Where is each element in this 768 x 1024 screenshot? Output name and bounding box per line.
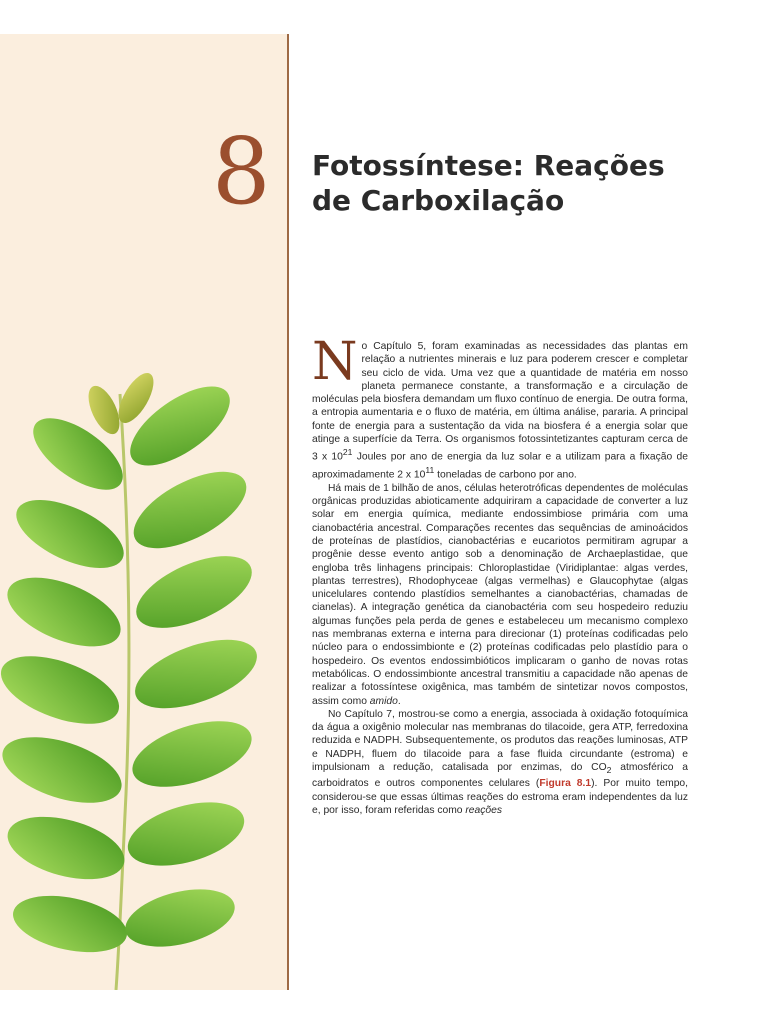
vertical-divider [287, 34, 289, 990]
leaf-branch-illustration [0, 334, 288, 990]
paragraph-3-text-a: No Capítulo 7, mostrou-se como a energia, associada à oxidação fotoquímica da água a oxigênio molecular nas membranas do tilacoide, gera ATP, ferredoxina reduzida e NADPH. Subsequentemente, os produtos das reações luminosas, ATP e NADPH, fluem do tilacoide para a fase fluida circundante (estroma) e impulsionam a redução, catalisada por enzimas, do CO [312, 708, 688, 774]
paragraph-1-text-c: toneladas de carbono por ano. [434, 469, 577, 481]
paragraph-2-text: Há mais de 1 bilhão de anos, células heterotróficas dependentes de moléculas orgânicas produzidas abioticamente adquiriram a capacidade de converter a luz solar em energia química, mediante endossimbiose primária com uma cianobactéria ancestral. Comparações recentes das sequências de aminoácidos de proteínas de plastídios, cianobactérias e eucariotos permitiram agrupar a progênie desse evento antigo sob a denominação de Archaeplastidae, que engloba três linhagens principais: Chloroplastidae (Viridiplantae: algas verdes, plantas terrestres), Rhodophyceae (algas vermelhas) e Glaucophytae (algas unicelulares contendo plastídios semelhantes a cianobactérias, chamadas de cianelas). A integração genética da cianobactéria com seu hospedeiro reduziu algumas funções pela perda de genes e estabeleceu um mecanismo complexo nas membranas externa e interna para direcionar (1) proteínas codificadas pelo núcleo para o endossimbionte e (2) proteínas codificadas pelo plastídio para o hospedeiro. Os eventos endossimbióticos implicaram o ganho de novas rotas metabólicas. O endossimbionte ancestral transmitiu a capacidade não apenas de realizar a fotossíntese oxigênica, mas também de sintetizar novos compostos, assim como [312, 482, 688, 707]
paragraph-3 [312, 708, 688, 817]
book-page [0, 34, 768, 990]
paragraph-2-emphasis: amido [369, 695, 398, 707]
exponent-11: 11 [425, 465, 435, 476]
paragraph-3-emphasis: reações [465, 804, 503, 816]
paragraph-1-text-b: Joules por ano de energia da luz solar e a utilizam para a fixação de aproximadamente 2 x 10 [312, 451, 688, 481]
paragraph-1 [312, 332, 688, 482]
chapter-number: 8 [212, 118, 271, 225]
paragraph-1-text-a: o Capítulo 5, foram examinadas as necessidades das plantas em relação a nutrientes minerais e luz para poderem crescer e completar seu ciclo de vida. Uma vez que a quantidade de matéria em nosso planeta permanece constante, a transformação e a circulação de moléculas pela biosfera demandam um fluxo contínuo de energia. De outra forma, a entropia aumentaria e o fluxo de matéria, em última análise, pararia. A principal fonte de energia para a sustentação da vida na biosfera é a energia solar que atinge a superfície da Terra. Os organismos fotossintetizantes capturam cerca de 3 x 10 [312, 341, 688, 463]
paragraph-2 [312, 482, 688, 708]
paragraph-3-text-b: atmosférico a carboidratos e outros componentes celulares ( [312, 762, 688, 790]
chapter-title-line-1: Fotossíntese: Reações [312, 149, 665, 182]
exponent-21: 21 [342, 447, 353, 458]
chapter-title-line-2: de Carboxilação [312, 184, 565, 217]
paragraph-2-end: . [397, 695, 401, 707]
figure-reference-link[interactable]: Figura 8.1 [539, 778, 592, 790]
paragraph-3-text-c: ). Por muito tempo, considerou-se que essas últimas reações do estroma eram independentes da luz e, por isso, foram referidas como [312, 778, 689, 816]
drop-cap: N [312, 332, 358, 392]
co2-subscript: 2 [606, 765, 612, 776]
chapter-title [312, 148, 732, 218]
chapter-body-text [312, 332, 689, 817]
